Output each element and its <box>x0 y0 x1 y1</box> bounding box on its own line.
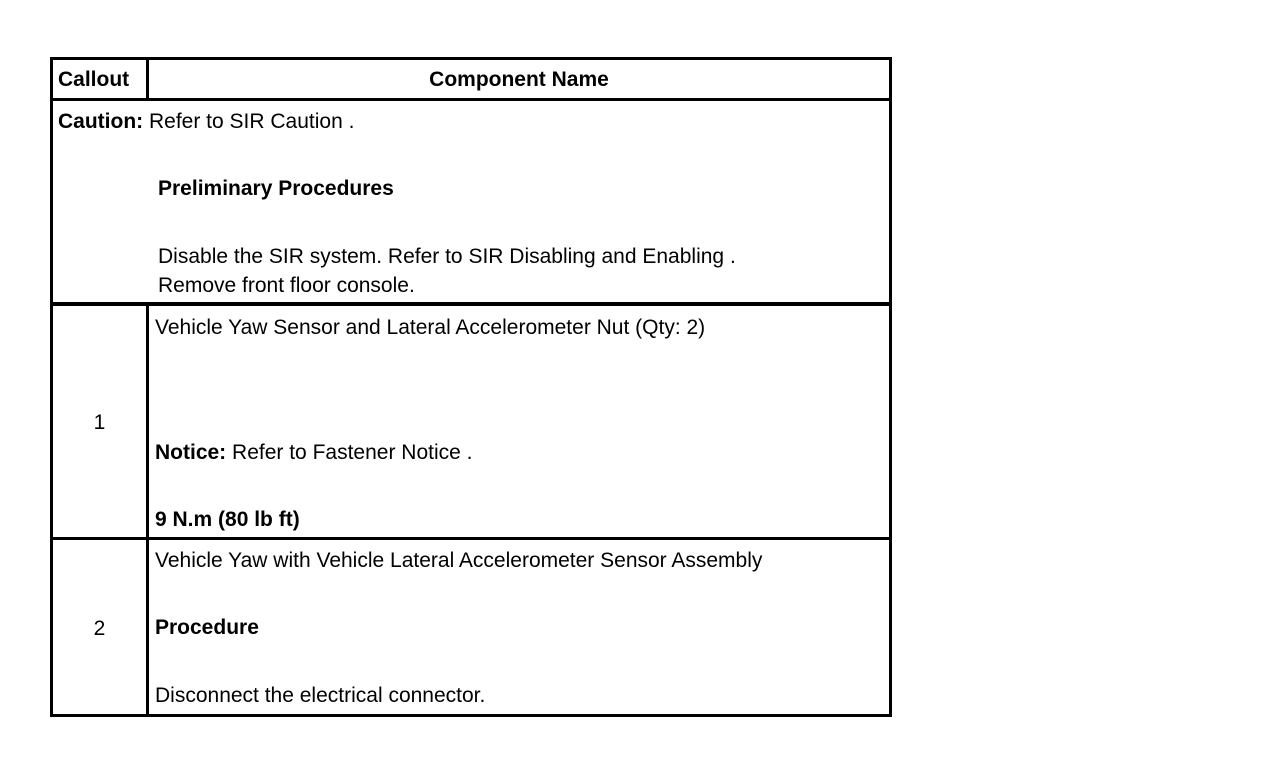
row-1-notice-text: Refer to Fastener Notice . <box>232 441 473 464</box>
row-2-procedure-label: Procedure <box>155 616 259 639</box>
row-2-name: Vehicle Yaw with Vehicle Lateral Accelerometer Sensor Assembly <box>155 549 763 572</box>
caution-line <box>58 111 354 132</box>
component-table <box>50 57 892 717</box>
row-1-callout: 1 <box>93 411 106 434</box>
prelim-line-2: Remove front floor console. <box>158 274 415 297</box>
row-2-procedure-text: Disconnect the electrical connector. <box>155 684 486 707</box>
prelim-line-1: Disable the SIR system. Refer to SIR Disabling and Enabling . <box>158 245 736 268</box>
row-1-name: Vehicle Yaw Sensor and Lateral Accelerometer Nut (Qty: 2) <box>155 316 706 339</box>
row-1-notice-label: Notice: <box>155 441 227 464</box>
table-border-right <box>889 57 892 717</box>
row-1-torque: 9 N.m (80 lb ft) <box>155 508 300 531</box>
row-2-callout: 2 <box>93 617 106 640</box>
row-1-notice <box>155 442 472 463</box>
caution-divider <box>50 302 892 306</box>
rows-column-divider <box>146 303 149 717</box>
header-divider <box>50 98 892 101</box>
prelim-title: Preliminary Procedures <box>158 177 394 200</box>
header-component-name: Component Name <box>429 68 609 91</box>
row-divider <box>50 537 892 540</box>
header-callout: Callout <box>58 68 130 91</box>
caution-text: Refer to SIR Caution . <box>149 110 355 133</box>
table-border-bottom <box>50 714 892 717</box>
caution-label: Caution: <box>58 110 144 133</box>
table-border-top <box>50 57 892 60</box>
